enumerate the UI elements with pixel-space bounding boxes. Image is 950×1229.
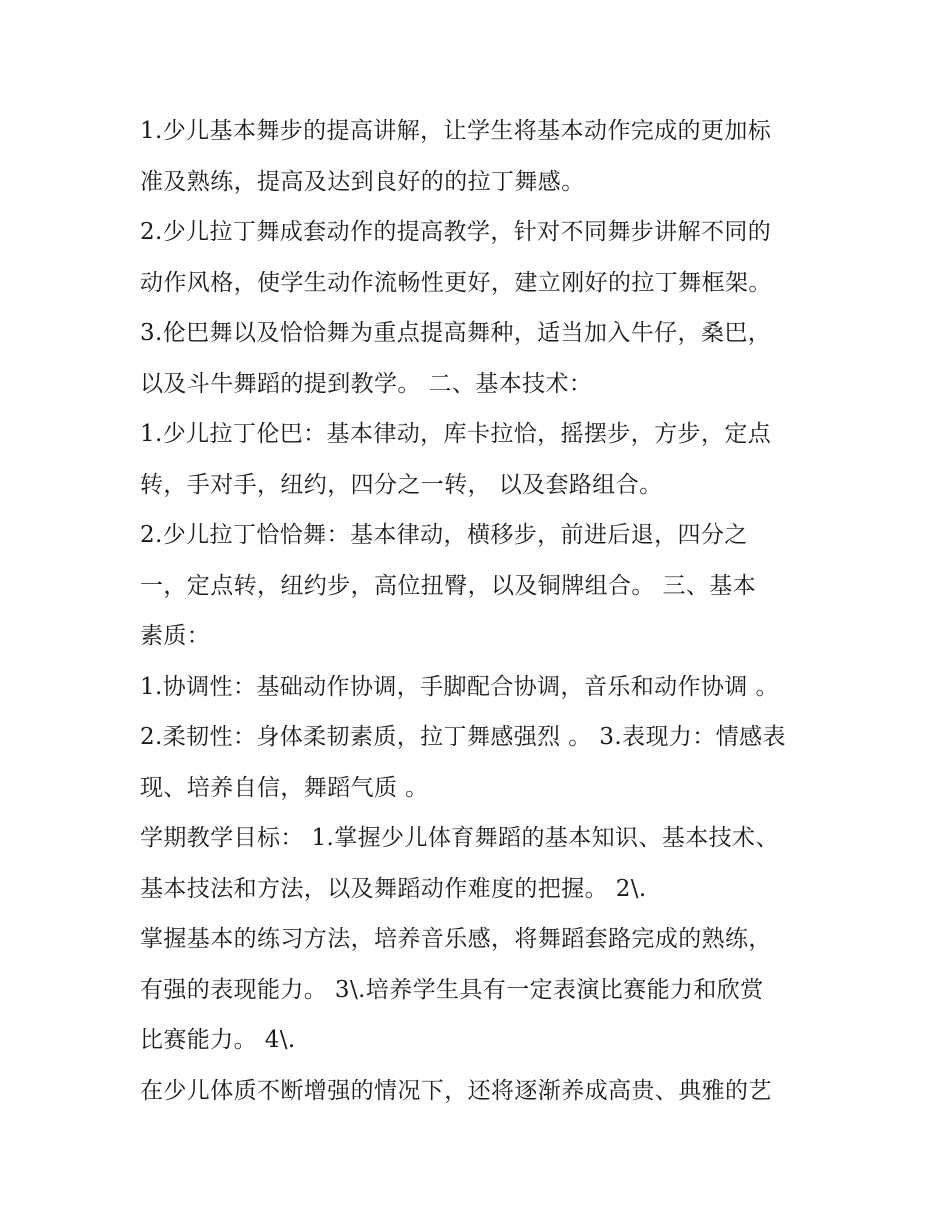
text-line: 2.少儿拉丁舞成套动作的提高教学，针对不同舞步讲解不同的 [140,219,772,245]
text-line: 学期教学目标： 1.掌握少儿体育舞蹈的基本知识、基本技术、 [140,825,779,851]
text-line: 转，手对手，纽约，四分之一转， 以及套路组合。 [140,471,663,498]
text-line: 比赛能力。 4\. [140,1027,296,1053]
body-text [140,106,830,1116]
text-line: 动作风格，使学生动作流畅性更好，建立刚好的拉丁舞框架。 [140,269,772,296]
text-line: 基本技法和方法，以及舞蹈动作难度的把握。 2\. [140,875,647,902]
text-line: 1.协调性：基础动作协调，手脚配合协调，音乐和动作协调 。 [140,673,779,700]
text-line: 3.伦巴舞以及恰恰舞为重点提高舞种，适当加入牛仔，桑巴， [140,320,772,346]
text-line: 2.柔韧性：身体柔韧素质，拉丁舞感强烈 。 3.表现力：情感表 [140,724,786,750]
text-line: 1.少儿基本舞步的提高讲解，让学生将基本动作完成的更加标 [140,118,772,144]
text-line: 素质： [140,623,211,649]
text-line: 掌握基本的练习方法，培养音乐感，将舞蹈套路完成的熟练， [140,926,772,952]
text-line: 准及熟练，提高及达到良好的的拉丁舞感。 [140,168,585,195]
text-line: 一，定点转，纽约步，高位扭臀，以及铜牌组合。 三、基本 [140,572,757,599]
text-line: 现、培养自信，舞蹈气质 。 [140,774,429,801]
text-line: 有强的表现能力。 3\.培养学生具有一定表演比赛能力和欣赏 [140,976,764,1003]
text-line: 2.少儿拉丁恰恰舞：基本律动，横移步，前进后退，四分之 [140,522,748,548]
text-line: 在少儿体质不断增强的情况下，还将逐渐养成高贵、典雅的艺 [140,1077,772,1104]
text-line: 1.少儿拉丁伦巴：基本律动，库卡拉恰，摇摆步，方步，定点 [140,421,772,447]
text-line: 以及斗牛舞蹈的提到教学。 二、基本技术： [140,370,593,397]
